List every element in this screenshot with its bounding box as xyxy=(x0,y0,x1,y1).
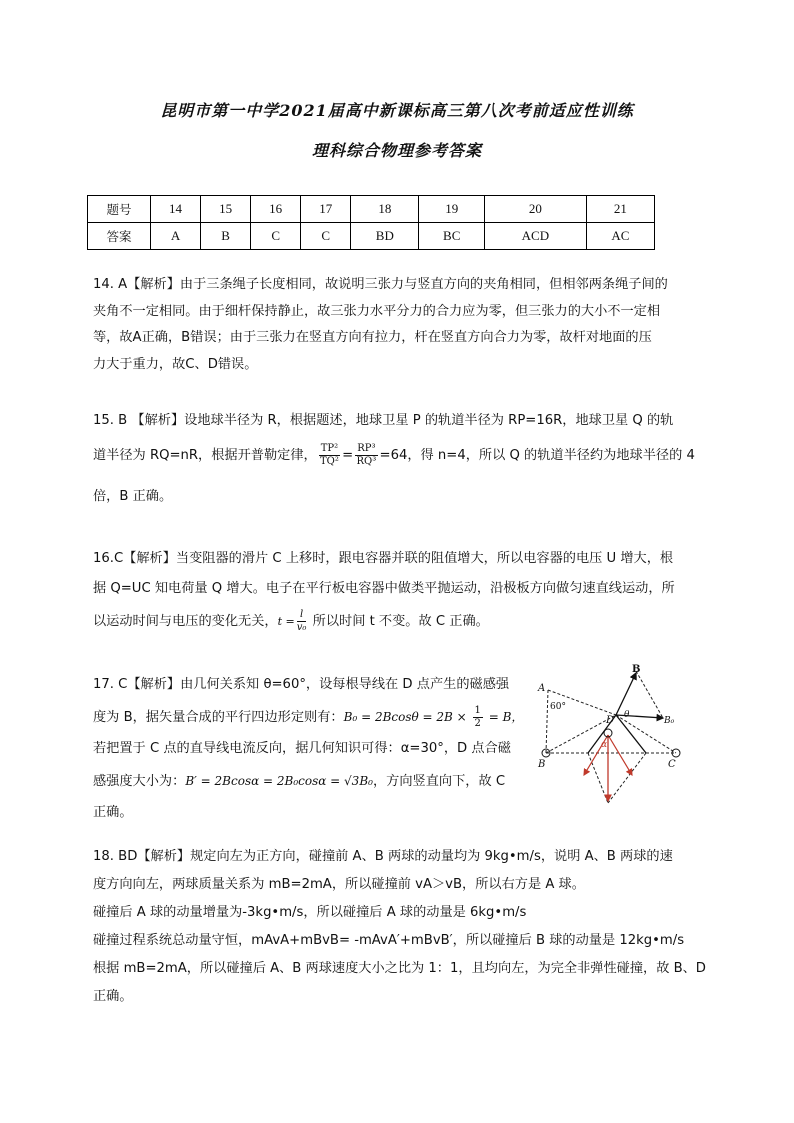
kepler-fraction-left xyxy=(319,443,340,468)
solution-line-formula xyxy=(93,700,533,734)
table-row-label: 题号 xyxy=(88,196,151,223)
solution-text: 度为 B，据矢量合成的平行四边形定则有： xyxy=(93,710,344,725)
vector-line xyxy=(616,715,646,753)
answer-table-row-answers xyxy=(88,223,655,250)
solution-line: 14. A【解析】由于三条绳子长度相同，故说明三张力与竖直方向的夹角相同，但相邻两条绳子间的 xyxy=(93,277,668,292)
dashed-parallelogram xyxy=(636,671,663,718)
solution-18 xyxy=(93,843,733,1011)
time-fraction xyxy=(297,609,307,634)
solution-line: 正确。 xyxy=(93,805,133,820)
fraction-numerator: TP² xyxy=(320,442,339,454)
vector-red-right xyxy=(608,735,632,775)
answer-cell: C xyxy=(301,223,351,250)
fraction-denominator: 2 xyxy=(474,717,481,729)
solution-line: 根据 mB=2mA，所以碰撞后 A、B 两球速度大小之比为 1：1，且均向左，为完全非弹性碰撞，故 B、D xyxy=(93,961,706,976)
solution-line: 等，故A正确，B错误；由于三张力在竖直方向有拉力，杆在竖直方向合力为零，故杆对地面的压 xyxy=(93,330,652,345)
question-number-cell: 14 xyxy=(151,196,201,223)
label-theta: θ xyxy=(624,710,630,720)
answer-cell: BD xyxy=(351,223,419,250)
solution-line: 据 Q=UC 知电荷量 Q 增大。电子在平行板电容器中做类平抛运动，沿极板方向做匀速直线运动，所 xyxy=(93,581,675,596)
solution-14 xyxy=(93,272,723,378)
answer-table xyxy=(87,195,655,250)
fraction-numerator: RP³ xyxy=(357,442,376,454)
solution-line: 度方向向左，两球质量关系为 mB=2mA，所以碰撞前 vA＞vB，所以右方是 A 球。 xyxy=(93,877,585,892)
solution-line-formula: 道半径为 RQ=nR，根据开普勒定律， $\frac{\text{TP²}}{\text{TQ²}}$ = $\frac{\text{RP³}}{\text{RQ³}}$ =64，得 n=4，所以 Q 的轨道半径约为地球半径的 4 xyxy=(93,442,695,467)
solution-text: ，方向竖直向下，故 C xyxy=(372,774,506,789)
label-b-top: B xyxy=(632,664,641,675)
label-b: B xyxy=(538,759,546,770)
solution-line: 正确。 xyxy=(93,989,133,1004)
formula: B′ = 2Bcosα = 2B₀cosα = √3B₀ xyxy=(185,774,373,788)
solution-line-formula xyxy=(93,604,723,640)
label-a: A xyxy=(538,683,546,694)
magnetic-field-diagram xyxy=(528,663,688,808)
document-title: 昆明市第一中学2021届高中新课标高三第八次考前适应性训练 xyxy=(160,101,634,120)
solution-line: 18. BD【解析】规定向左为正方向，碰撞前 A、B 两球的动量均为 9kg•m/s，说明 A、B 两球的速 xyxy=(93,849,673,864)
label-angle-60: 60° xyxy=(550,702,566,712)
solution-text: 道半径为 RQ=nR，根据开普勒定律， xyxy=(93,448,317,463)
formula: B₀ = 2Bcosθ = 2B × xyxy=(343,710,471,724)
fraction-numerator: l xyxy=(297,609,307,622)
question-number-cell: 19 xyxy=(419,196,485,223)
formula-lhs: t = xyxy=(277,615,295,628)
dashed-line-ab xyxy=(546,690,548,753)
solution-text: 感强度大小为： xyxy=(93,774,186,789)
solution-15 xyxy=(93,406,723,512)
answer-cell: BC xyxy=(419,223,485,250)
solution-text: 所以时间 t 不变。故 C 正确。 xyxy=(308,614,489,629)
solution-text: 以运动时间与电压的变化无关， xyxy=(93,614,278,629)
solution-16 xyxy=(93,544,723,640)
solution-line-formula xyxy=(93,764,533,798)
answer-cell: AC xyxy=(586,223,654,250)
label-b0: B₀ xyxy=(664,716,675,726)
answer-cell: A xyxy=(151,223,201,250)
question-number-cell: 20 xyxy=(485,196,587,223)
table-row-label: 答案 xyxy=(88,223,151,250)
question-number-cell: 18 xyxy=(351,196,419,223)
question-number-cell: 17 xyxy=(301,196,351,223)
solution-line: 17. C【解析】由几何关系知 θ=60°，设每根导线在 D 点产生的磁感强 xyxy=(93,677,510,692)
solution-line: 若把置于 C 点的直导线电流反向，据几何知识可得：α=30°，D 点合磁 xyxy=(93,741,511,756)
fraction-denominator: TQ² xyxy=(320,455,339,467)
solution-17 xyxy=(93,670,533,828)
answer-cell: C xyxy=(251,223,301,250)
fraction-numerator: 1 xyxy=(474,704,481,716)
answer-cell: B xyxy=(201,223,251,250)
document-subtitle: 理科综合物理参考答案 xyxy=(311,141,482,160)
solution-line: 碰撞后 A 球的动量增量为-3kg•m/s，所以碰撞后 A 球的动量是 6kg•m/s xyxy=(93,905,527,920)
solution-line: 倍，B 正确。 xyxy=(93,489,173,504)
question-number-cell: 21 xyxy=(586,196,654,223)
fraction-denominator: RQ³ xyxy=(356,455,377,467)
formula: = B， xyxy=(484,710,524,724)
label-d: D xyxy=(606,715,615,726)
solution-text: =64，得 n=4，所以 Q 的轨道半径约为地球半径的 4 xyxy=(379,448,695,463)
solution-line: 16.C【解析】当变阻器的滑片 C 上移时，跟电容器并联的阻值增大，所以电容器的电压 U 增大，根 xyxy=(93,551,674,566)
label-c: C xyxy=(668,759,676,770)
fraction-denominator: v₀ xyxy=(296,621,307,633)
question-number-cell: 16 xyxy=(251,196,301,223)
solution-line: 夹角不一定相同。由于细杆保持静止，故三张力水平分力的合力应为零，但三张力的大小不一定相 xyxy=(93,303,661,319)
dashed-line xyxy=(588,753,608,803)
solution-line: 碰撞过程系统总动量守恒，mAvA+mBvB= -mAvA′+mBvB′，所以碰撞后 B 球的动量是 12kg•m/s xyxy=(93,933,685,948)
answer-table-row-numbers xyxy=(88,196,655,223)
solution-line: 15. B 【解析】设地球半径为 R，根据题述，地球卫星 P 的轨道半径为 RP=16R，地球卫星 Q 的轨 xyxy=(93,413,674,428)
answer-cell: ACD xyxy=(485,223,587,250)
kepler-fraction-right xyxy=(355,443,377,468)
vector-b-top xyxy=(616,673,636,715)
dashed-line xyxy=(608,753,646,803)
question-number-cell: 15 xyxy=(201,196,251,223)
half-fraction xyxy=(473,705,483,730)
label-alpha: α xyxy=(601,740,608,750)
solution-line: 力大于重力，故C、D错误。 xyxy=(93,356,258,372)
